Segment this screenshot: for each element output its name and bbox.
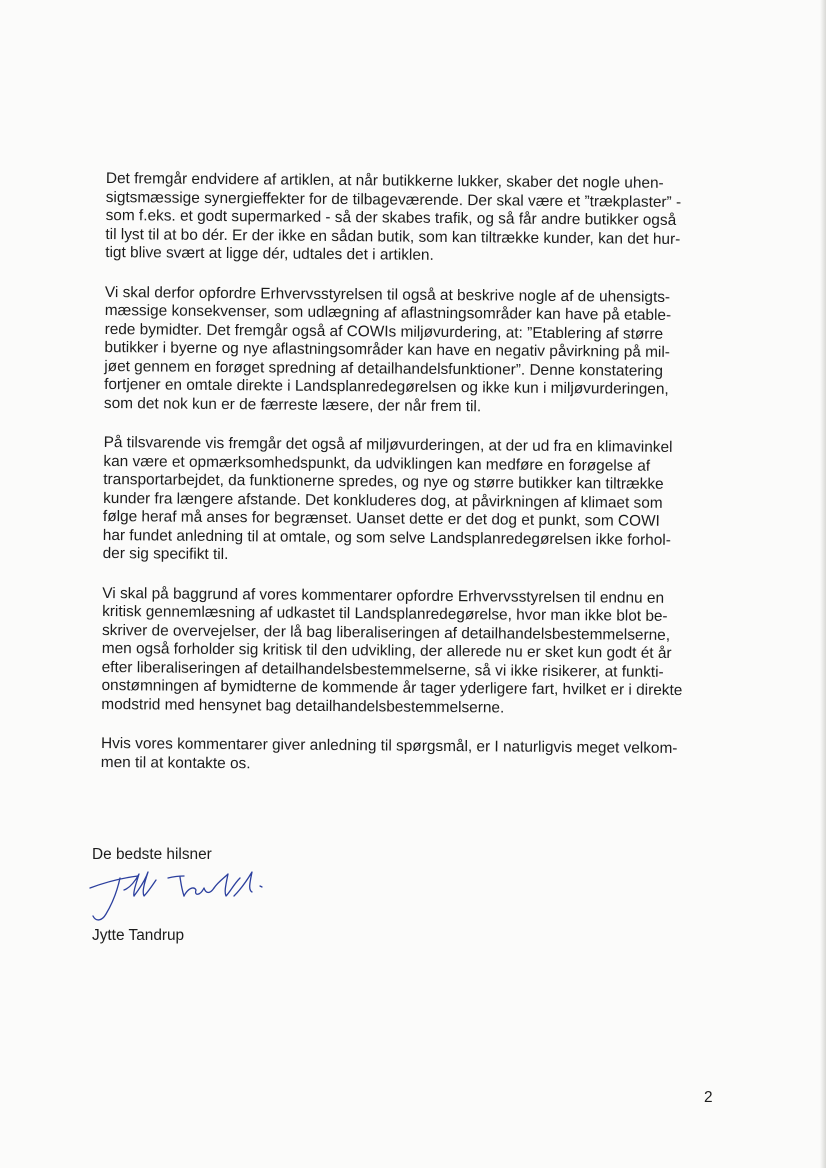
signer-name: Jytte Tandrup <box>92 927 185 944</box>
text-line: butikker i byerne og nye aflastningsområder kan have en negativ påvirkning på mil- <box>104 338 671 361</box>
text-line: jøet gennem en forøget spredning af detailhandelsfunktioner”. Denne konstatering <box>104 357 664 380</box>
paragraph-3 <box>103 434 726 569</box>
text-line: men til at kontakte os. <box>100 753 251 772</box>
page-number: 2 <box>704 1089 713 1106</box>
paragraph-2 <box>104 283 727 418</box>
text-line: skriver de overvejelser, der lå bag liberaliseringen af detailhandelsbestemmelserne, <box>101 621 671 644</box>
text-line: fortjener en omtale direkte i Landsplanredegørelsen og ikke kun i miljøvurderingen, <box>104 375 669 398</box>
text-line: kritisk gennemlæsning af udkastet til Landsplanredegørelse, hvor man ikke blot be- <box>102 602 668 625</box>
text-line: efter liberaliseringen af detailhandelsbestemmelserne, så vi ikke risikerer, at funkti- <box>101 658 664 681</box>
text-line: Det fremgår endvidere af artiklen, at når butikkerne lukker, skaber det nogle uhen- <box>105 170 664 192</box>
text-line: men også forholder sig kritisk til den udvikling, der allerede nu er sket kun godt ét år <box>101 639 672 662</box>
text-line: tigt blive svært at ligge dér, udtales det i artiklen. <box>105 243 434 264</box>
text-line: kan være et opmærksomhedspunkt, da udviklingen kan medføre en forøgelse af <box>103 452 651 475</box>
text-line: Vi skal på baggrund af vores kommentarer opfordre Erhvervsstyrelsen til endnu en <box>102 584 665 607</box>
text-line: På tilsvarende vis fremgår det også af miljøvurderingen, at der ud fra en klimavinkel <box>103 433 673 456</box>
text-line: Vi skal derfor opfordre Erhvervsstyrelsen til også at beskrive nogle af de uhensigts- <box>104 283 671 306</box>
text-line: rede bymidter. Det fremgår også af COWIs miljøvurdering, at: ”Etablering af større <box>104 320 664 343</box>
page-edge <box>820 0 826 1168</box>
text-line: som det nok kun er de færreste læsere, der når frem til. <box>103 394 482 415</box>
text-line: kunder fra længere afstande. Det konkluderes dog, at påvirkningen af klimaet som <box>103 489 663 512</box>
text-line: har fundet anledning til at omtale, og som selve Landsplanredegørelsen ikke forhol- <box>102 526 671 549</box>
handwritten-signature <box>84 866 284 928</box>
text-line: transportarbejdet, da funktionerne spredes, og nye og større butikker kan tiltrække <box>103 470 664 493</box>
letter-body <box>101 170 728 798</box>
text-line: sigtsmæssige synergieffekter for de tilbageværende. Der skal være et ”trækplaster” - <box>105 188 682 211</box>
closing-salutation: De bedste hilsner <box>92 846 212 863</box>
paragraph-1 <box>105 170 728 268</box>
text-line: følge heraf må anses for begrænset. Uanset dette er det dog et punkt, som COWI <box>102 507 660 530</box>
text-line: til lyst til at bo dér. Er der ikke en sådan butik, som kan tiltrække kunder, kan det hur- <box>105 225 681 248</box>
text-line: Hvis vores kommentarer giver anledning til spørgsmål, er I naturligvis meget velkom- <box>100 734 678 758</box>
text-line: onstømningen af bymidterne de kommende år tager yderligere fart, hvilket er i direkte <box>101 676 683 700</box>
text-line: der sig specifikt til. <box>102 544 229 564</box>
paragraph-5 <box>101 735 723 777</box>
text-line: som f.eks. et godt supermarked - så der skabes trafik, og så får andre butikker også <box>105 206 677 229</box>
text-line: mæssige konsekvenser, som udlægning af aflastningsområder kan have på etable- <box>104 301 672 324</box>
paragraph-4 <box>101 584 724 719</box>
text-line: modstrid med hensynet bag detailhandelsbestemmelserne. <box>101 695 505 716</box>
